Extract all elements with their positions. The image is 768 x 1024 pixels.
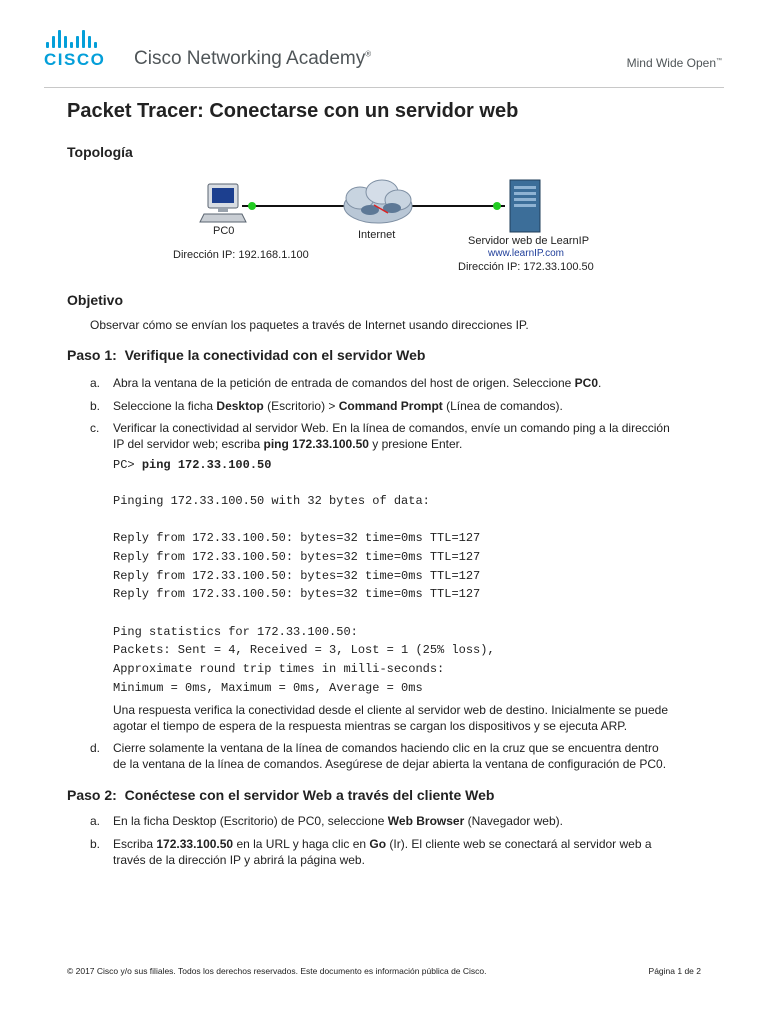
step1-note: Una respuesta verifica la conectividad desde el cliente al servidor web de destino. Inicialmente se puede agotar el tiempo de espera de la respuesta mientras se cargan los dispositivos y se ejecuta ARP. <box>113 703 668 733</box>
footer-page-number: Página 1 de 2 <box>648 966 701 976</box>
pc-icon <box>200 184 246 222</box>
console-stats: Ping statistics for 172.33.100.50: <box>113 625 358 639</box>
internet-label: Internet <box>358 229 396 241</box>
console-reply: Reply from 172.33.100.50: bytes=32 time=0ms TTL=127 <box>113 550 481 564</box>
console-reply: Reply from 172.33.100.50: bytes=32 time=0ms TTL=127 <box>113 587 481 601</box>
console-pinging: Pinging 172.33.100.50 with 32 bytes of data: <box>113 494 430 508</box>
server-ip-label: Dirección IP: 172.33.100.50 <box>458 261 594 273</box>
cisco-wordmark: CISCO <box>44 50 106 69</box>
page-header <box>0 0 768 92</box>
step1-heading: Paso 1: Verifique la conectividad con el servidor Web <box>67 347 426 363</box>
cisco-bars-icon <box>46 28 105 48</box>
link-dot-icon <box>493 202 501 210</box>
internet-cloud-icon <box>344 180 412 223</box>
console-command: PC> ping 172.33.100.50 <box>113 458 272 472</box>
footer-copyright: © 2017 Cisco y/o sus filiales. Todos los derechos reservados. Este documento es información pública de Cisco. <box>67 966 487 976</box>
academy-name: Cisco Networking Academy® <box>134 48 372 69</box>
topology-diagram <box>170 170 610 280</box>
console-stats: Approximate round trip times in milli-seconds: <box>113 662 445 676</box>
console-stats: Packets: Sent = 4, Received = 3, Lost = 1 (25% loss), <box>113 643 495 657</box>
link-dot-icon <box>248 202 256 210</box>
document-page: CISCO Cisco Networking Academy® Mind Wide Open™ Packet Tracer: Conectarse con un servidor web Topología PC0 Dirección IP: 192.168.1.100 Internet Servidor web de LearnIP www.learnIP.com Dirección IP: 172.33.100.50 Objetivo Observar cómo se envían los paquetes a través de Internet usando direcciones IP. Paso 1: Verifique la conectividad con el servidor Web a. Abra la ventana de la petición de entrada de comandos del host de origen. Seleccione PC0. b. Seleccione la ficha Desktop (Escritorio) > Command Prompt (Línea de comandos). c. Verificar la conectividad al servidor Web. En la línea de comandos, envíe un comando ping a la dirección IP del servidor web; escriba ping 172.33.100.50 y presione Enter. PC> ping 172.33.100.50 Pinging 172.33.100.50 with 32 bytes of data: Reply from 172.33.100.50: bytes=32 time=0ms TTL=127 Reply from 172.33.100.50: bytes=32 time=0ms TTL=127 Reply from 172.33.100.50: bytes=32 time=0ms TTL=127 Reply from 172.33.100.50: bytes=32 time=0ms TTL=127 Ping statistics for 172.33.100.50: Packets: Sent = 4, Received = 3, Lost = 1 (25% loss), Approximate round trip times in milli-seconds: Minimum = 0ms, Maximum = 0ms, Average = 0ms Una respuesta verifica la conectividad desde el cliente al servidor web de destino. Inicialmente se puede agotar el tiempo de espera de la respuesta mientras se cargan los dispositivos y se ejecuta ARP. d. Cierre solamente la ventana de la línea de comandos haciendo clic en la cruz que se encuentra dentro de la ventana de la línea de comandos. Asegúrese de dejar abierta la ventana de configuración de PC0. Paso 2: Conéctese con el servidor Web a través del cliente Web a. En la ficha Desktop (Escritorio) de PC0, seleccione Web Browser (Navegador web). b. Escriba 172.33.100.50 en la URL y haga clic en Go (Ir). El cliente web se conectará al servidor web a través de la dirección IP y abrirá la página web. © 2017 Cisco y/o sus filiales. Todos los derechos reservados. Este documento es información pública de Cisco. Página 1 de 2 <box>0 0 768 1024</box>
page-title: Packet Tracer: Conectarse con un servidor web <box>67 100 519 122</box>
tagline: Mind Wide Open™ <box>626 56 722 70</box>
objective-heading: Objetivo <box>67 292 124 308</box>
server-name-label: Servidor web de LearnIP <box>468 235 590 247</box>
console-stats: Minimum = 0ms, Maximum = 0ms, Average = 0ms <box>113 681 423 695</box>
pc-ip-label: Dirección IP: 192.168.1.100 <box>173 249 309 261</box>
console-reply: Reply from 172.33.100.50: bytes=32 time=0ms TTL=127 <box>113 569 481 583</box>
server-icon <box>510 180 540 232</box>
cisco-logo <box>44 28 105 70</box>
header-divider <box>44 87 724 88</box>
objective-text: Observar cómo se envían los paquetes a través de Internet usando direcciones IP. <box>90 318 529 332</box>
console-reply: Reply from 172.33.100.50: bytes=32 time=0ms TTL=127 <box>113 531 481 545</box>
pc-label: PC0 <box>213 225 235 237</box>
step2-heading: Paso 2: Conéctese con el servidor Web a través del cliente Web <box>67 787 495 803</box>
topology-heading: Topología <box>67 144 133 160</box>
server-url-label: www.learnIP.com <box>488 248 564 259</box>
